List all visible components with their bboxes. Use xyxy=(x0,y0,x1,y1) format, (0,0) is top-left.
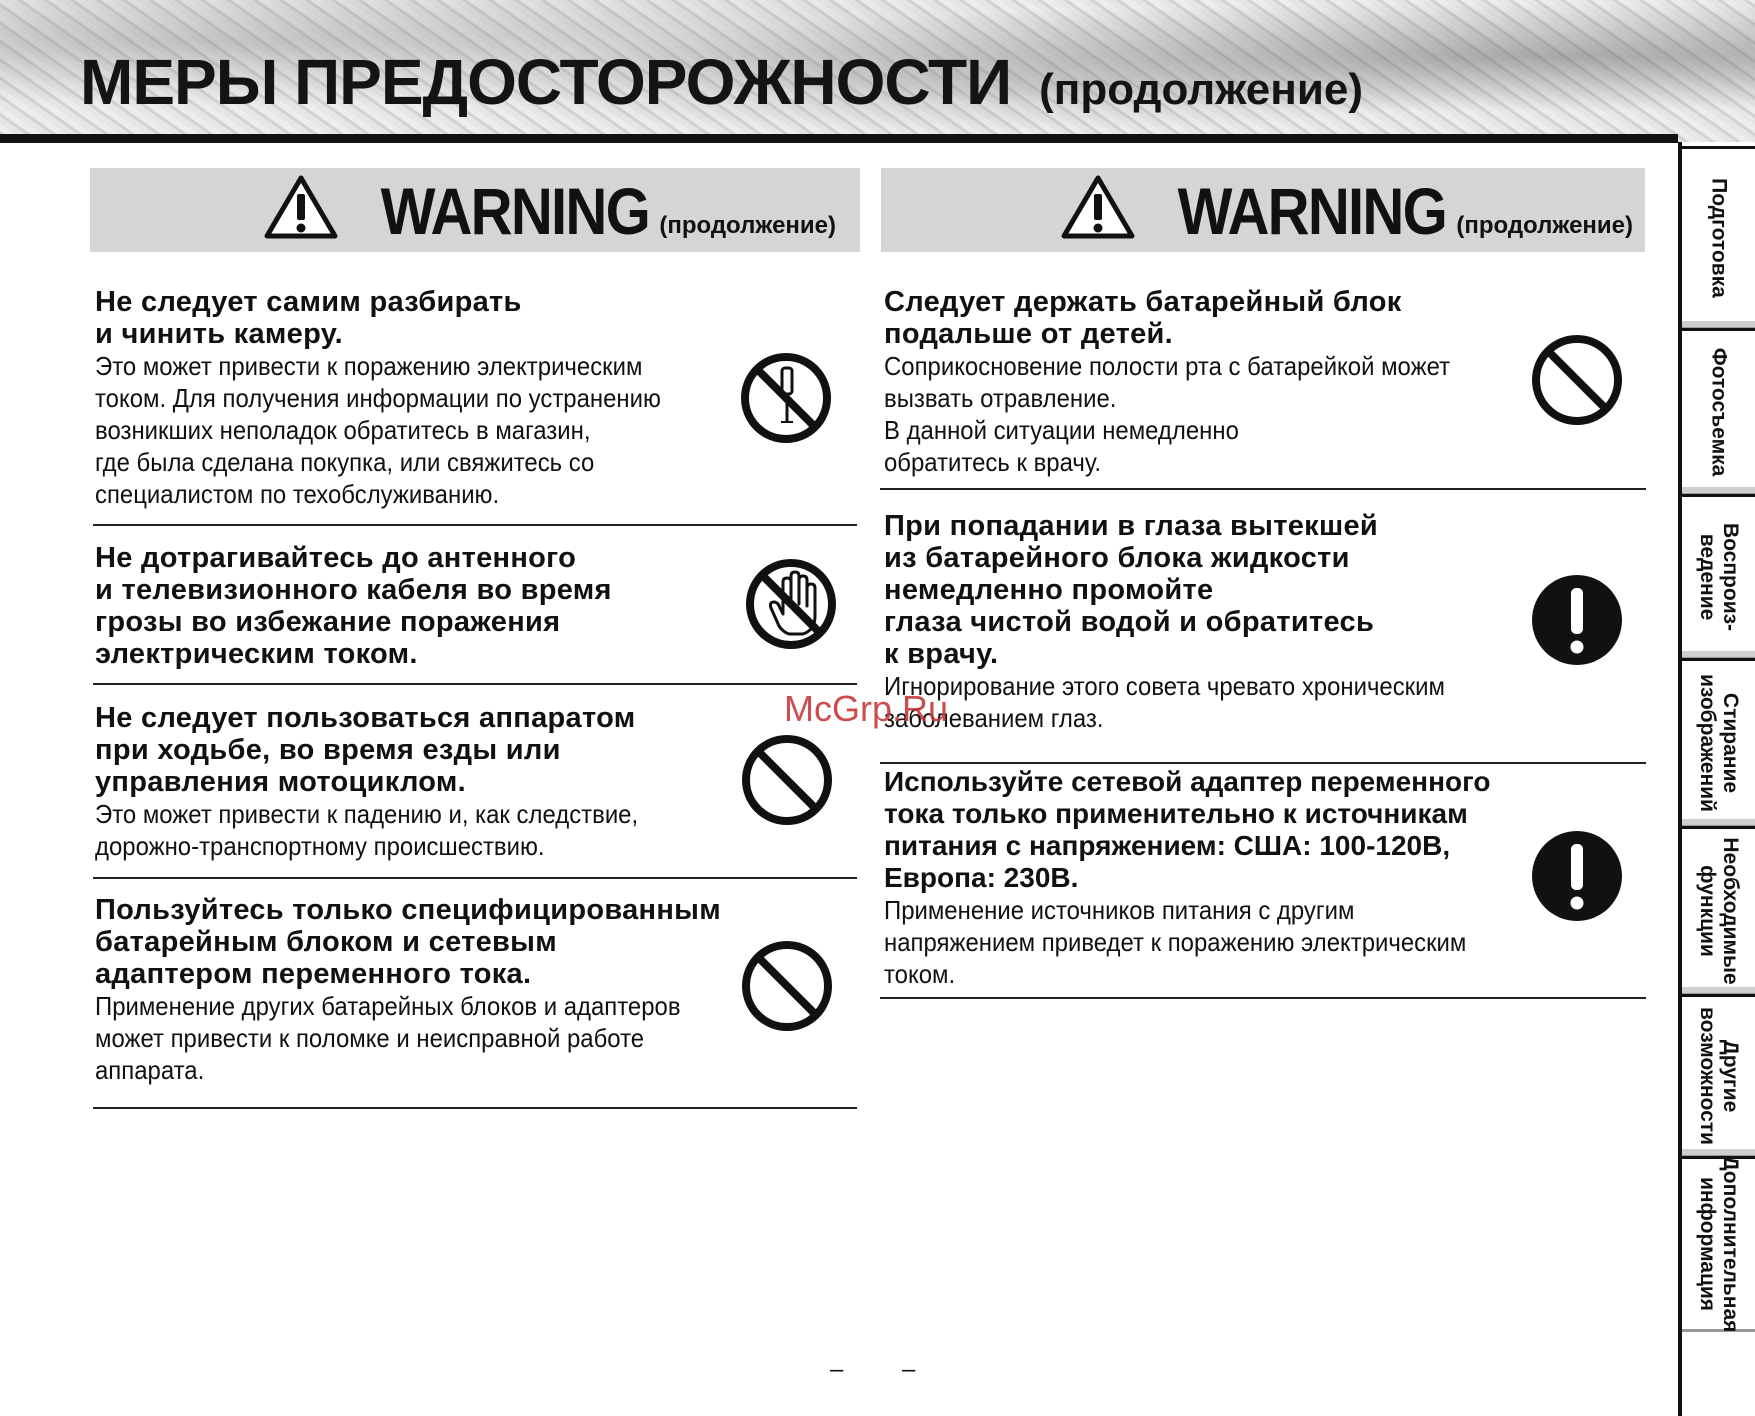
mandatory-exclamation-icon xyxy=(1529,572,1625,668)
item-title: Используйте сетевой адаптер переменного xyxy=(884,766,1491,797)
no-disassemble-icon xyxy=(738,350,834,446)
item-title: из батарейного блока жидкости xyxy=(884,542,1350,574)
tab-label: Необходимые функции xyxy=(1695,837,1742,985)
item-divider xyxy=(93,1107,857,1109)
item-divider xyxy=(93,683,857,685)
item-text: Применение источников питания с другим xyxy=(884,895,1355,925)
warning-label: WARNING xyxy=(1177,174,1447,248)
prohibited-icon xyxy=(1529,332,1625,428)
item-text: может привести к поломке и неисправной работе xyxy=(95,1023,645,1053)
item-title: адаптером переменного тока. xyxy=(95,958,532,990)
page-mark: – xyxy=(902,1356,916,1383)
item-text: вызвать отравление. xyxy=(884,383,1117,413)
item-text: В данной ситуации немедленно xyxy=(884,415,1239,445)
mandatory-exclamation-icon xyxy=(1529,828,1625,924)
item-title: Европа: 230В. xyxy=(884,862,1079,893)
item-title: электрическим током. xyxy=(95,638,418,670)
item-title: и телевизионного кабеля во время xyxy=(95,574,612,606)
item-text: Игнорирование этого совета чревато хроническим xyxy=(884,671,1445,701)
item-text: обратитесь к врачу. xyxy=(884,447,1102,477)
item-divider xyxy=(880,762,1646,764)
warning-continued: (продолжение) xyxy=(659,212,836,239)
warning-triangle-icon xyxy=(1061,174,1135,240)
item-title: при ходьбе, во время езды или xyxy=(95,734,561,766)
item-title: подальше от детей. xyxy=(884,318,1174,350)
page-subtitle: (продолжение) xyxy=(1039,65,1364,114)
item-title: Не следует пользоваться аппаратом xyxy=(95,702,636,734)
item-text: дорожно-транспортному происшествию. xyxy=(95,831,545,861)
item-title: питания с напряжением: США: 100-120В, xyxy=(884,830,1451,861)
tab-essential-functions[interactable] xyxy=(1682,826,1755,996)
warning-item xyxy=(95,286,715,510)
item-divider xyxy=(93,877,857,879)
item-title: Не дотрагивайтесь до антенного xyxy=(95,542,577,574)
warning-item xyxy=(95,894,735,1086)
prohibited-icon xyxy=(739,938,835,1034)
item-text: специалистом по техобслуживанию. xyxy=(95,479,500,509)
item-text: где была сделана покупка, или свяжитесь со xyxy=(95,447,595,477)
tab-label: Другие возможности xyxy=(1695,1007,1742,1145)
warning-item xyxy=(884,766,1524,990)
item-text: напряжением приведет к поражению электрическим xyxy=(884,927,1467,957)
item-text: Применение других батарейных блоков и адаптеров xyxy=(95,991,681,1021)
item-divider xyxy=(880,488,1646,490)
warning-header-right xyxy=(881,168,1645,252)
tab-shooting[interactable] xyxy=(1682,328,1755,496)
item-text: Соприкосновение полости рта с батарейкой может xyxy=(884,351,1451,381)
item-title: Не следует самим разбирать xyxy=(95,286,522,318)
warning-item xyxy=(95,542,735,670)
item-title: батарейным блоком и сетевым xyxy=(95,926,557,958)
item-text: заболеванием глаз. xyxy=(884,703,1104,733)
item-divider xyxy=(93,524,857,526)
item-text: Это может привести к падению и, как следствие, xyxy=(95,799,639,829)
item-text: возникших неполадок обратитесь в магазин, xyxy=(95,415,591,445)
tab-additional-info[interactable] xyxy=(1682,1156,1755,1332)
item-title: и чинить камеру. xyxy=(95,318,343,350)
header-rule xyxy=(0,134,1678,143)
item-title: Следует держать батарейный блок xyxy=(884,286,1402,318)
tab-label: Стирание изображений xyxy=(1695,674,1742,812)
warning-continued: (продолжение) xyxy=(1456,212,1633,239)
item-title: грозы во избежание поражения xyxy=(95,606,561,638)
warning-triangle-icon xyxy=(264,174,338,240)
item-title: управления мотоциклом. xyxy=(95,766,467,798)
tab-playback[interactable] xyxy=(1682,494,1755,660)
item-title: глаза чистой водой и обратитесь xyxy=(884,606,1375,638)
page-title: МЕРЫ ПРЕДОСТОРОЖНОСТИ (продолжение) xyxy=(80,46,1364,118)
tab-erasing[interactable] xyxy=(1682,658,1755,828)
item-text: током. Для получения информации по устранению xyxy=(95,383,661,413)
item-title: При попадании в глаза вытекшей xyxy=(884,510,1379,542)
warning-item xyxy=(884,510,1514,734)
item-title: тока только применительно к источникам xyxy=(884,798,1468,829)
tab-label: Воспроиз- ведение xyxy=(1695,522,1742,632)
tab-label: Фотосъемка xyxy=(1707,347,1730,477)
item-divider xyxy=(880,997,1646,999)
item-title: немедленно промойте xyxy=(884,574,1214,606)
item-title: Пользуйтесь только специфицированным xyxy=(95,894,722,926)
page-mark: – xyxy=(830,1356,844,1383)
warning-label: WARNING xyxy=(380,174,650,248)
no-touch-icon xyxy=(743,556,839,652)
warning-item xyxy=(95,702,735,862)
tab-label: Подготовка xyxy=(1707,178,1730,298)
tab-preparation[interactable] xyxy=(1682,146,1755,330)
prohibited-icon xyxy=(739,732,835,828)
tab-other-features[interactable] xyxy=(1682,994,1755,1158)
warning-header-left xyxy=(90,168,860,252)
item-text: аппарата. xyxy=(95,1055,205,1085)
watermark-text: McGrp.Ru xyxy=(784,688,949,729)
tab-label: Дополнительная информация xyxy=(1695,1155,1742,1333)
item-text: током. xyxy=(884,959,956,989)
warning-item xyxy=(884,286,1514,478)
item-text: Это может привести к поражению электрическим xyxy=(95,351,643,381)
item-title: к врачу. xyxy=(884,638,999,670)
